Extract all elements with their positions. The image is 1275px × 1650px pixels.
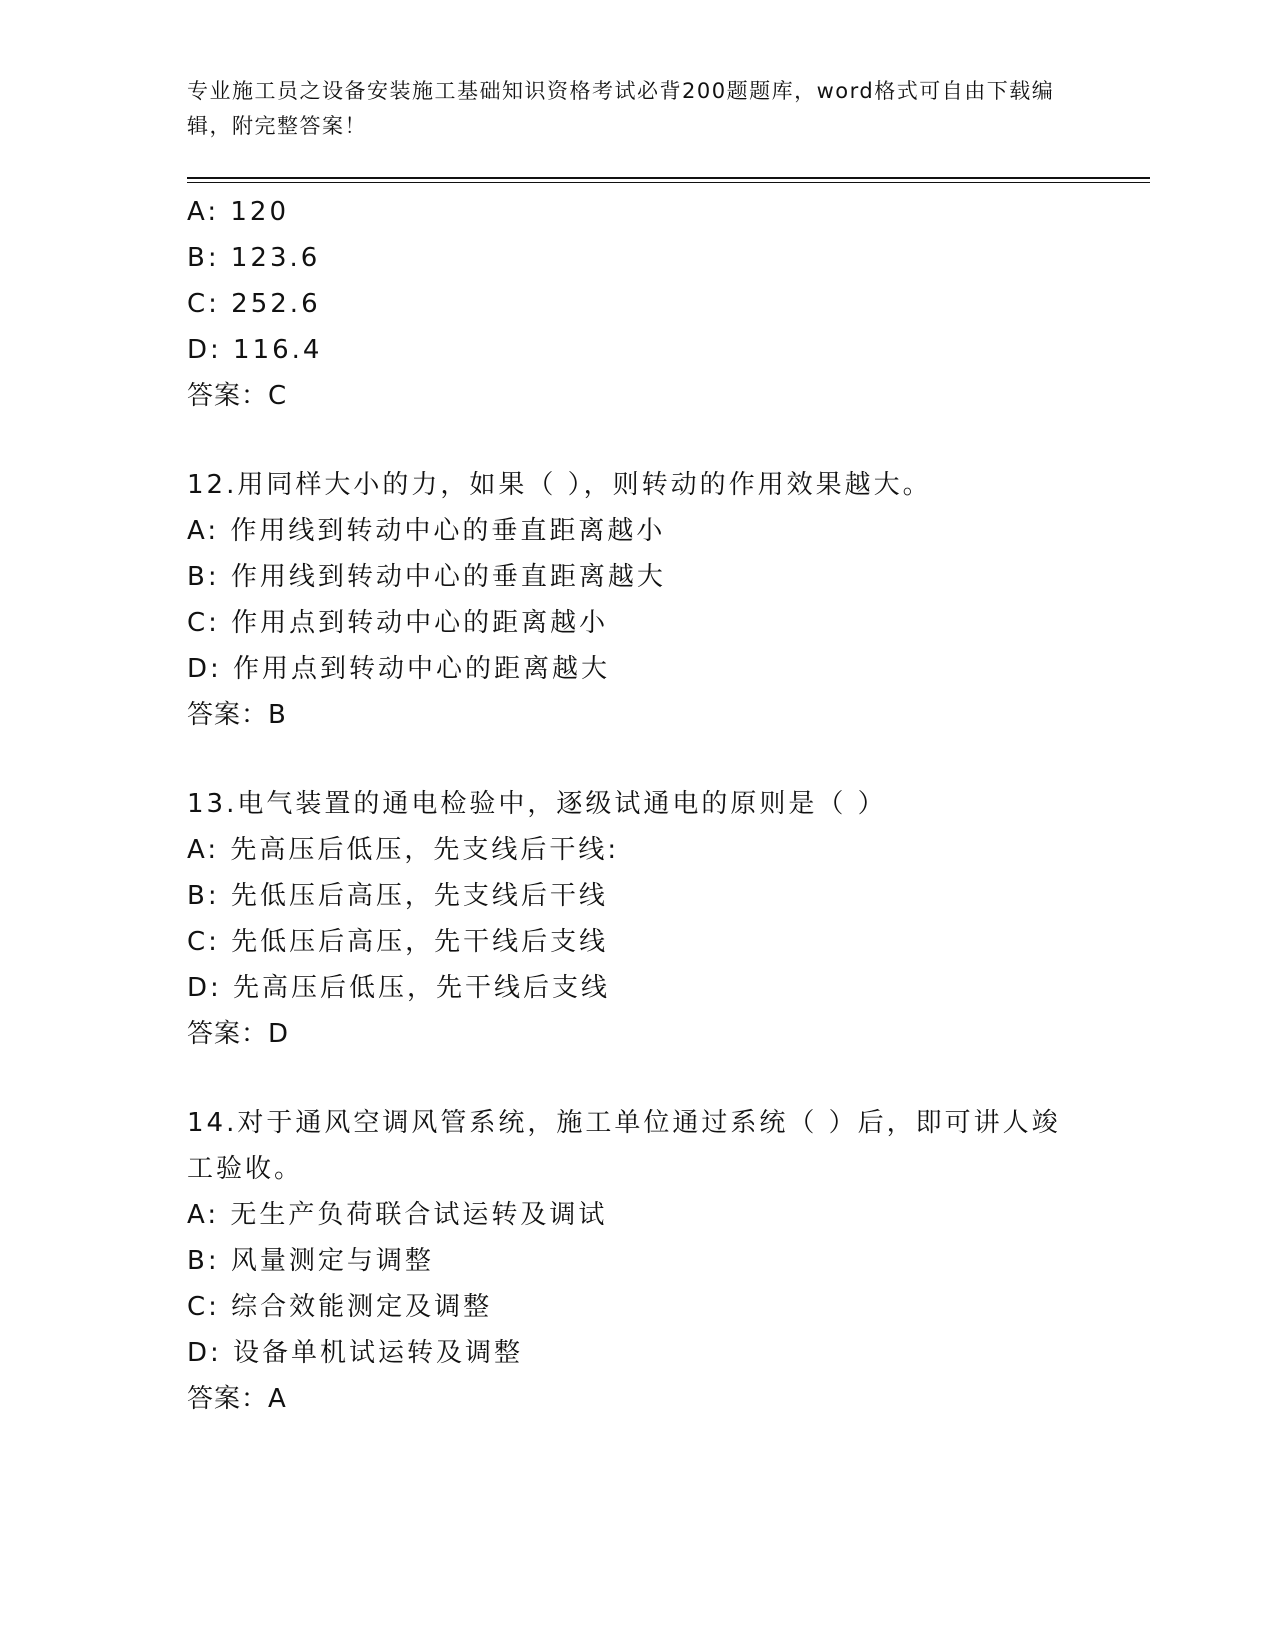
option-a: A: 120 bbox=[187, 197, 289, 227]
question-text: 13.电气装置的通电检验中，逐级试通电的原则是（ ） bbox=[187, 789, 887, 819]
question-12 bbox=[187, 462, 1087, 738]
spacer bbox=[187, 419, 1087, 462]
option-d: D: 设备单机试运转及调整 bbox=[187, 1338, 524, 1368]
spacer bbox=[187, 738, 1087, 781]
answer: 答案：D bbox=[187, 1019, 290, 1049]
option-b: B: 风量测定与调整 bbox=[187, 1246, 434, 1276]
option-b: B: 作用线到转动中心的垂直距离越大 bbox=[187, 562, 666, 592]
answer: 答案：C bbox=[187, 381, 288, 411]
option-a: A: 无生产负荷联合试运转及调试 bbox=[187, 1200, 608, 1230]
answer: 答案：A bbox=[187, 1384, 287, 1414]
question-11 bbox=[187, 189, 1087, 419]
question-14 bbox=[187, 1100, 1087, 1422]
header-rule-thin bbox=[187, 182, 1150, 183]
option-b: B: 123.6 bbox=[187, 243, 321, 273]
spacer bbox=[187, 1057, 1087, 1100]
option-b: B: 先低压后高压，先支线后干线 bbox=[187, 881, 608, 911]
option-d: D: 116.4 bbox=[187, 335, 323, 365]
option-c: C: 综合效能测定及调整 bbox=[187, 1292, 493, 1322]
question-13 bbox=[187, 781, 1087, 1057]
option-c: C: 252.6 bbox=[187, 289, 321, 319]
question-list bbox=[187, 189, 1087, 1422]
question-text: 12.用同样大小的力，如果（ ），则转动的作用效果越大。 bbox=[187, 470, 932, 500]
option-c: C: 作用点到转动中心的距离越小 bbox=[187, 608, 609, 638]
option-a: A: 先高压后低压，先支线后干线: bbox=[187, 835, 620, 865]
option-d: D: 作用点到转动中心的距离越大 bbox=[187, 654, 611, 684]
answer: 答案：B bbox=[187, 700, 287, 730]
page-header: 专业施工员之设备安装施工基础知识资格考试必背200题题库，word格式可自由下载编辑，附完整答案！ bbox=[187, 79, 1055, 138]
option-d: D: 先高压后低压，先干线后支线 bbox=[187, 973, 611, 1003]
question-text: 14.对于通风空调风管系统，施工单位通过系统（ ）后，即可讲人竣工验收。 bbox=[187, 1108, 1061, 1184]
option-a: A: 作用线到转动中心的垂直距离越小 bbox=[187, 516, 666, 546]
header-rule-thick bbox=[187, 177, 1150, 179]
option-c: C: 先低压后高压，先干线后支线 bbox=[187, 927, 609, 957]
